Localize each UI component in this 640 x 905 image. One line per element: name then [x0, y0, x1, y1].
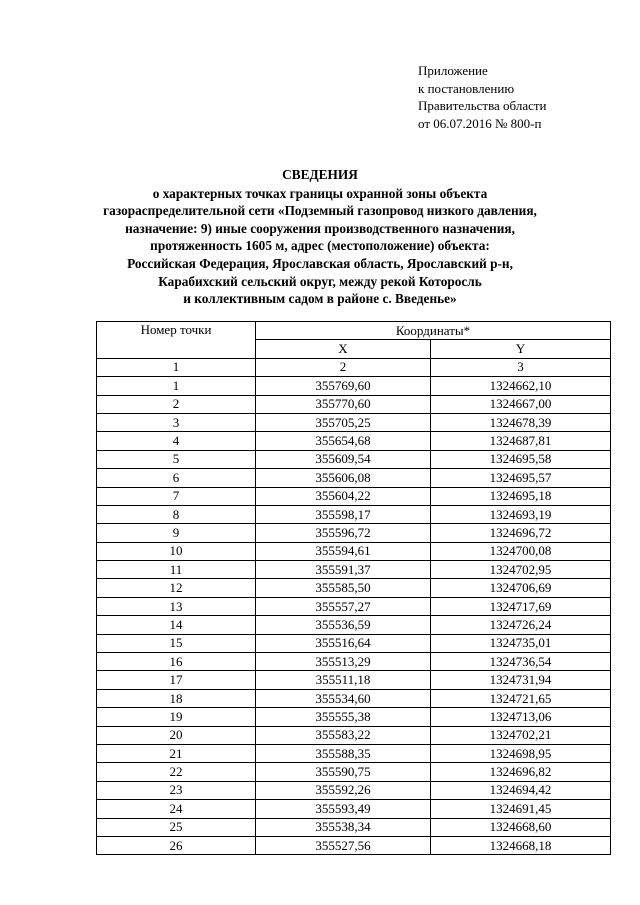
point-number-cell: 25	[97, 818, 256, 836]
point-number-cell: 15	[97, 634, 256, 652]
table-row	[97, 689, 611, 707]
table-row	[97, 413, 611, 431]
x-coordinate-cell: 355609,54	[256, 450, 431, 468]
y-coordinate-cell: 1324668,60	[431, 818, 611, 836]
appendix-line: к постановлению	[418, 80, 515, 96]
point-number-cell: 23	[97, 781, 256, 799]
table-row	[97, 487, 611, 505]
x-coordinate-cell: 355527,56	[256, 836, 431, 854]
x-coordinate-cell: 355590,75	[256, 763, 431, 781]
y-coordinate-cell: 1324702,95	[431, 561, 611, 579]
x-coordinate-cell: 355588,35	[256, 744, 431, 762]
point-number-cell: 22	[97, 763, 256, 781]
appendix-line: от 06.07.2016 № 800-п	[418, 115, 542, 131]
header-point-number: Номер точки	[97, 322, 256, 359]
table-row	[97, 744, 611, 762]
x-coordinate-cell: 355538,34	[256, 818, 431, 836]
y-coordinate-cell: 1324735,01	[431, 634, 611, 652]
x-coordinate-cell: 355705,25	[256, 413, 431, 431]
table-row	[97, 469, 611, 487]
point-number-cell: 21	[97, 744, 256, 762]
y-coordinate-cell: 1324668,18	[431, 836, 611, 854]
y-coordinate-cell: 1324696,82	[431, 763, 611, 781]
point-number-cell: 26	[97, 836, 256, 854]
point-number-cell: 7	[97, 487, 256, 505]
table-row	[97, 800, 611, 818]
table-row	[97, 708, 611, 726]
y-coordinate-cell: 1324695,18	[431, 487, 611, 505]
table-header-row	[97, 322, 611, 340]
y-coordinate-cell: 1324721,65	[431, 689, 611, 707]
table-row	[97, 671, 611, 689]
x-coordinate-cell: 355598,17	[256, 505, 431, 523]
y-coordinate-cell: 1324687,81	[431, 432, 611, 450]
y-coordinate-cell: 1324667,00	[431, 395, 611, 413]
x-coordinate-cell: 355593,49	[256, 800, 431, 818]
y-coordinate-cell: 1324731,94	[431, 671, 611, 689]
y-coordinate-cell: 1324700,08	[431, 542, 611, 560]
y-coordinate-cell: 1324695,58	[431, 450, 611, 468]
x-coordinate-cell: 355555,38	[256, 708, 431, 726]
y-coordinate-cell: 1324662,10	[431, 377, 611, 395]
x-coordinate-cell: 355592,26	[256, 781, 431, 799]
title-line: Карабихский сельский округ, между рекой Которосль	[158, 273, 482, 289]
y-coordinate-cell: 1324696,72	[431, 524, 611, 542]
x-coordinate-cell: 355511,18	[256, 671, 431, 689]
table-row	[97, 781, 611, 799]
table-row	[97, 542, 611, 560]
table-row	[97, 395, 611, 413]
x-coordinate-cell: 355516,64	[256, 634, 431, 652]
x-coordinate-cell: 355654,68	[256, 432, 431, 450]
y-coordinate-cell: 1324706,69	[431, 579, 611, 597]
point-number-cell: 5	[97, 450, 256, 468]
x-coordinate-cell: 355606,08	[256, 469, 431, 487]
table-column-numbers-row	[97, 358, 611, 376]
title-line: и коллективным садом в районе с. Введенье»	[183, 291, 457, 307]
y-coordinate-cell: 1324691,45	[431, 800, 611, 818]
y-coordinate-cell: 1324694,42	[431, 781, 611, 799]
x-coordinate-cell: 355513,29	[256, 653, 431, 671]
appendix-line: Приложение	[418, 63, 488, 78]
x-coordinate-cell: 355594,61	[256, 542, 431, 560]
column-number: 3	[431, 358, 611, 376]
x-coordinate-cell: 355770,60	[256, 395, 431, 413]
point-number-cell: 6	[97, 469, 256, 487]
point-number-cell: 17	[97, 671, 256, 689]
table-row	[97, 653, 611, 671]
point-number-cell: 1	[97, 377, 256, 395]
point-number-cell: 8	[97, 505, 256, 523]
header-coordinates: Координаты*	[256, 322, 611, 340]
table-row	[97, 836, 611, 854]
point-number-cell: 20	[97, 726, 256, 744]
y-coordinate-cell: 1324726,24	[431, 616, 611, 634]
coordinates-table	[96, 321, 611, 855]
x-coordinate-cell: 355536,59	[256, 616, 431, 634]
x-coordinate-cell: 355557,27	[256, 597, 431, 615]
table-row	[97, 561, 611, 579]
header-x: X	[256, 340, 431, 358]
table-row	[97, 524, 611, 542]
title-main: СВЕДЕНИЯ	[282, 167, 358, 182]
title-line: протяженность 1605 м, адрес (местоположение) объекта:	[150, 238, 490, 254]
table-row	[97, 505, 611, 523]
table-row	[97, 634, 611, 652]
y-coordinate-cell: 1324736,54	[431, 653, 611, 671]
table-row	[97, 597, 611, 615]
column-number: 2	[256, 358, 431, 376]
y-coordinate-cell: 1324695,57	[431, 469, 611, 487]
title-line: газораспределительной сети «Подземный газопровод низкого давления,	[103, 203, 537, 219]
table-row	[97, 616, 611, 634]
x-coordinate-cell: 355585,50	[256, 579, 431, 597]
table-row	[97, 579, 611, 597]
title-line: о характерных точках границы охранной зоны объекта	[152, 185, 488, 201]
y-coordinate-cell: 1324713,06	[431, 708, 611, 726]
point-number-cell: 14	[97, 616, 256, 634]
point-number-cell: 2	[97, 395, 256, 413]
appendix-block	[418, 62, 547, 132]
table-row	[97, 432, 611, 450]
header-y: Y	[431, 340, 611, 358]
title-line: Российская Федерация, Ярославская область, Ярославский р-н,	[127, 255, 513, 271]
appendix-line: Правительства области	[418, 98, 547, 113]
point-number-cell: 4	[97, 432, 256, 450]
y-coordinate-cell: 1324698,95	[431, 744, 611, 762]
x-coordinate-cell: 355534,60	[256, 689, 431, 707]
point-number-cell: 16	[97, 653, 256, 671]
point-number-cell: 19	[97, 708, 256, 726]
table-row	[97, 726, 611, 744]
table-row	[97, 377, 611, 395]
y-coordinate-cell: 1324678,39	[431, 413, 611, 431]
column-number: 1	[97, 358, 256, 376]
y-coordinate-cell: 1324693,19	[431, 505, 611, 523]
y-coordinate-cell: 1324717,69	[431, 597, 611, 615]
title-line: назначение: 9) иные сооружения производственного назначения,	[125, 220, 515, 236]
x-coordinate-cell: 355604,22	[256, 487, 431, 505]
x-coordinate-cell: 355596,72	[256, 524, 431, 542]
point-number-cell: 3	[97, 413, 256, 431]
x-coordinate-cell: 355769,60	[256, 377, 431, 395]
table-row	[97, 450, 611, 468]
x-coordinate-cell: 355591,37	[256, 561, 431, 579]
point-number-cell: 18	[97, 689, 256, 707]
point-number-cell: 12	[97, 579, 256, 597]
point-number-cell: 24	[97, 800, 256, 818]
point-number-cell: 10	[97, 542, 256, 560]
point-number-cell: 11	[97, 561, 256, 579]
y-coordinate-cell: 1324702,21	[431, 726, 611, 744]
x-coordinate-cell: 355583,22	[256, 726, 431, 744]
document-title	[0, 166, 640, 308]
table-row	[97, 763, 611, 781]
table-row	[97, 818, 611, 836]
point-number-cell: 13	[97, 597, 256, 615]
point-number-cell: 9	[97, 524, 256, 542]
